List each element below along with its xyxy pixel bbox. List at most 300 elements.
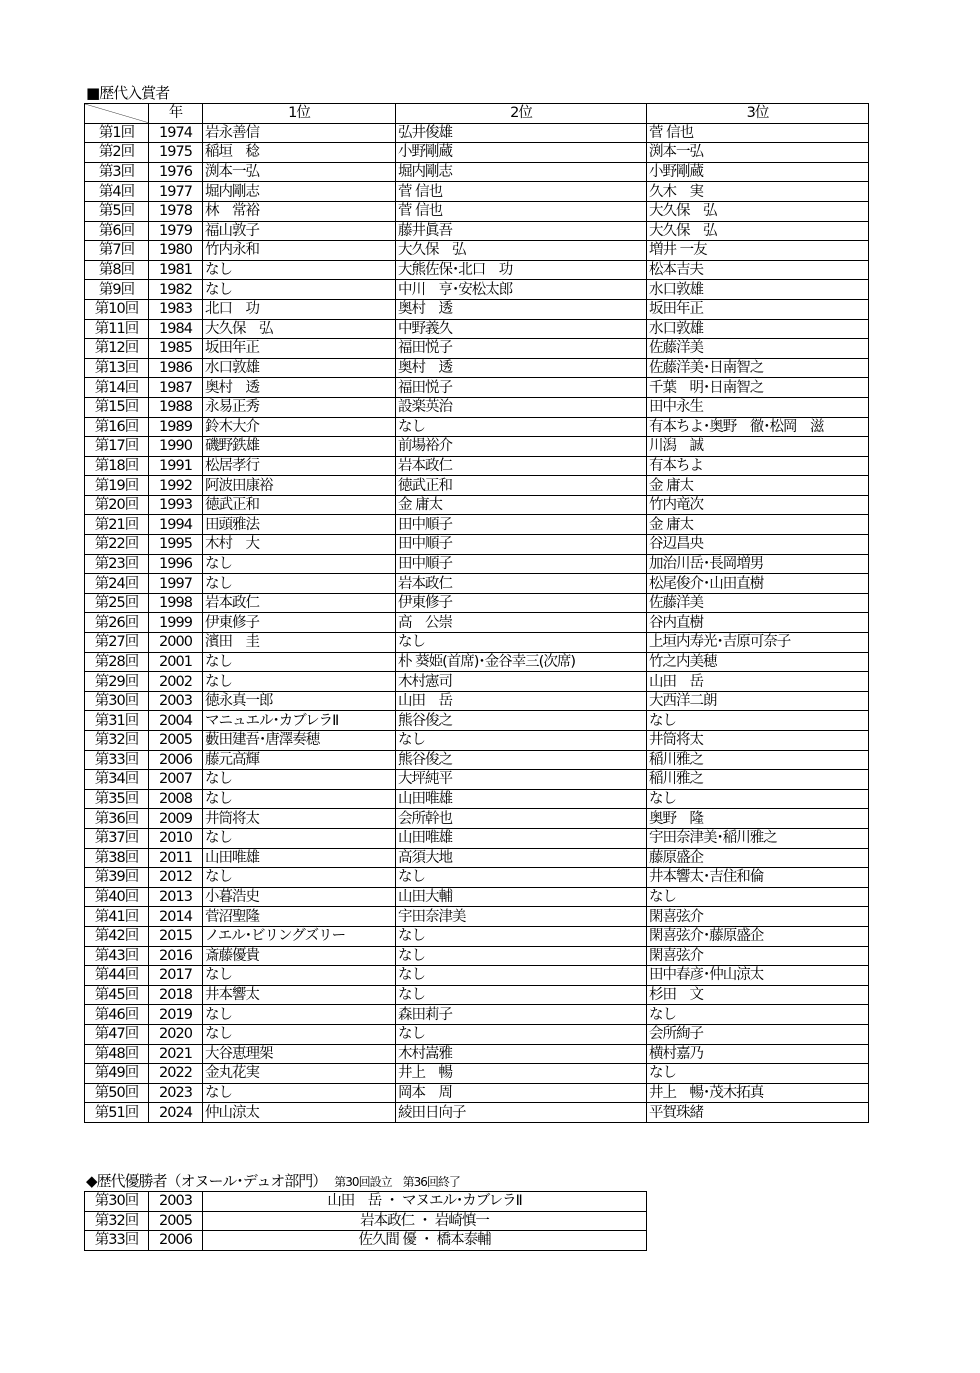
cell-second: 伊東修子 bbox=[396, 593, 647, 613]
cell-second: 宇田奈津美 bbox=[396, 907, 647, 927]
cell-winners: 岩本政仁 ・ 岩崎慎一 bbox=[203, 1211, 647, 1231]
cell-round: 第41回 bbox=[85, 907, 149, 927]
cell-second: 弘井俊雄 bbox=[396, 123, 647, 143]
main-table-title: ■歴代入賞者 bbox=[86, 84, 170, 102]
cell-first: 阿波田康裕 bbox=[203, 476, 396, 496]
cell-first: 徳武正和 bbox=[203, 495, 396, 515]
cell-round: 第12回 bbox=[85, 339, 149, 359]
duo-subtitle: 第30回設立 第36回終了 bbox=[334, 1175, 460, 1189]
cell-third: 谷辺昌央 bbox=[647, 535, 869, 555]
cell-round: 第30回 bbox=[85, 691, 149, 711]
cell-year: 1995 bbox=[149, 535, 203, 555]
cell-first: 福山敦子 bbox=[203, 221, 396, 241]
table-row bbox=[85, 143, 869, 163]
cell-year: 2023 bbox=[149, 1083, 203, 1103]
cell-third: 会所絢子 bbox=[647, 1024, 869, 1044]
table-row bbox=[85, 162, 869, 182]
cell-third: 大西洋二朗 bbox=[647, 691, 869, 711]
cell-third: なし bbox=[647, 887, 869, 907]
cell-first: なし bbox=[203, 280, 396, 300]
table-row bbox=[85, 672, 869, 692]
table-row bbox=[85, 123, 869, 143]
duo-table-row bbox=[85, 1192, 647, 1212]
cell-second: なし bbox=[396, 731, 647, 751]
cell-first: 松居孝行 bbox=[203, 456, 396, 476]
cell-first: ノエル･ビリングズリー bbox=[203, 926, 396, 946]
cell-year: 2005 bbox=[149, 1211, 203, 1231]
cell-third: 井筒将太 bbox=[647, 731, 869, 751]
cell-round: 第8回 bbox=[85, 260, 149, 280]
cell-year: 2006 bbox=[149, 750, 203, 770]
cell-first: 木村 大 bbox=[203, 535, 396, 555]
cell-first: 奥村 透 bbox=[203, 378, 396, 398]
table-row bbox=[85, 1044, 869, 1064]
cell-round: 第29回 bbox=[85, 672, 149, 692]
diagonal-header-cell bbox=[85, 104, 149, 124]
cell-year: 1983 bbox=[149, 299, 203, 319]
cell-round: 第24回 bbox=[85, 574, 149, 594]
cell-year: 1975 bbox=[149, 143, 203, 163]
cell-second: 設楽英治 bbox=[396, 397, 647, 417]
cell-second: 大坪純平 bbox=[396, 770, 647, 790]
cell-third: 小野剛蔵 bbox=[647, 162, 869, 182]
cell-third: 宇田奈津美･稲川雅之 bbox=[647, 828, 869, 848]
table-row bbox=[85, 339, 869, 359]
table-row bbox=[85, 946, 869, 966]
cell-first: 大谷恵理架 bbox=[203, 1044, 396, 1064]
table-row bbox=[85, 554, 869, 574]
table-row bbox=[85, 1005, 869, 1025]
cell-round: 第42回 bbox=[85, 926, 149, 946]
cell-third: 大久保 弘 bbox=[647, 221, 869, 241]
cell-year: 2003 bbox=[149, 691, 203, 711]
cell-third: 加治川岳･長岡増男 bbox=[647, 554, 869, 574]
cell-round: 第26回 bbox=[85, 613, 149, 633]
cell-round: 第7回 bbox=[85, 241, 149, 261]
table-row bbox=[85, 985, 869, 1005]
cell-year: 2017 bbox=[149, 966, 203, 986]
table-row bbox=[85, 260, 869, 280]
cell-second: 前場裕介 bbox=[396, 437, 647, 457]
duo-table-row bbox=[85, 1231, 647, 1251]
cell-third: 松尾俊介･山田直樹 bbox=[647, 574, 869, 594]
cell-third: なし bbox=[647, 789, 869, 809]
cell-second: 井上 暢 bbox=[396, 1064, 647, 1084]
cell-round: 第18回 bbox=[85, 456, 149, 476]
cell-year: 2014 bbox=[149, 907, 203, 927]
cell-second: 中野義久 bbox=[396, 319, 647, 339]
cell-year: 2012 bbox=[149, 868, 203, 888]
table-row bbox=[85, 966, 869, 986]
table-row bbox=[85, 182, 869, 202]
cell-second: なし bbox=[396, 868, 647, 888]
cell-year: 2003 bbox=[149, 1192, 203, 1212]
cell-year: 1989 bbox=[149, 417, 203, 437]
cell-year: 1974 bbox=[149, 123, 203, 143]
cell-round: 第1回 bbox=[85, 123, 149, 143]
cell-winners: 佐久間 優 ・ 橋本泰輔 bbox=[203, 1231, 647, 1251]
cell-round: 第49回 bbox=[85, 1064, 149, 1084]
cell-second: 藤井眞吾 bbox=[396, 221, 647, 241]
cell-second: 高須大地 bbox=[396, 848, 647, 868]
cell-year: 1985 bbox=[149, 339, 203, 359]
cell-first: 井本響太 bbox=[203, 985, 396, 1005]
table-row bbox=[85, 1024, 869, 1044]
table-row bbox=[85, 495, 869, 515]
cell-year: 1979 bbox=[149, 221, 203, 241]
cell-third: 稲川雅之 bbox=[647, 770, 869, 790]
table-row bbox=[85, 711, 869, 731]
cell-first: なし bbox=[203, 789, 396, 809]
duo-title-text: ◆歴代優勝者（オヌール･デュオ部門） bbox=[86, 1172, 327, 1190]
cell-year: 2015 bbox=[149, 926, 203, 946]
cell-year: 1976 bbox=[149, 162, 203, 182]
cell-third: 閑喜弦介 bbox=[647, 946, 869, 966]
cell-first: なし bbox=[203, 966, 396, 986]
header-second: 2位 bbox=[396, 104, 647, 124]
cell-round: 第25回 bbox=[85, 593, 149, 613]
table-row bbox=[85, 241, 869, 261]
cell-first: 斎藤優貴 bbox=[203, 946, 396, 966]
cell-third: 藤原盛企 bbox=[647, 848, 869, 868]
cell-year: 1996 bbox=[149, 554, 203, 574]
cell-round: 第14回 bbox=[85, 378, 149, 398]
cell-round: 第15回 bbox=[85, 397, 149, 417]
cell-second: 大久保 弘 bbox=[396, 241, 647, 261]
cell-round: 第39回 bbox=[85, 868, 149, 888]
table-row bbox=[85, 887, 869, 907]
table-row bbox=[85, 652, 869, 672]
cell-third: 増井 一友 bbox=[647, 241, 869, 261]
cell-third: 佐藤洋美 bbox=[647, 593, 869, 613]
cell-year: 2024 bbox=[149, 1103, 203, 1123]
table-row bbox=[85, 437, 869, 457]
cell-first: 藪田建吾･唐澤奏穂 bbox=[203, 731, 396, 751]
cell-third: 井上 暢･茂木拓真 bbox=[647, 1083, 869, 1103]
cell-first: 磯野鉄雄 bbox=[203, 437, 396, 457]
cell-second: 田中順子 bbox=[396, 515, 647, 535]
table-row bbox=[85, 1103, 869, 1123]
cell-third: 渕本一弘 bbox=[647, 143, 869, 163]
cell-first: 岩本政仁 bbox=[203, 593, 396, 613]
table-row bbox=[85, 476, 869, 496]
cell-second: 菅 信也 bbox=[396, 182, 647, 202]
cell-first: 田頭雅法 bbox=[203, 515, 396, 535]
cell-third: 水口敦雄 bbox=[647, 280, 869, 300]
cell-round: 第35回 bbox=[85, 789, 149, 809]
cell-year: 2004 bbox=[149, 711, 203, 731]
cell-second: 山田唯雄 bbox=[396, 828, 647, 848]
cell-year: 2011 bbox=[149, 848, 203, 868]
cell-third: 菅 信也 bbox=[647, 123, 869, 143]
cell-round: 第20回 bbox=[85, 495, 149, 515]
cell-third: 杉田 文 bbox=[647, 985, 869, 1005]
cell-second: なし bbox=[396, 946, 647, 966]
table-row bbox=[85, 868, 869, 888]
cell-round: 第28回 bbox=[85, 652, 149, 672]
table-row bbox=[85, 378, 869, 398]
cell-year: 2006 bbox=[149, 1231, 203, 1251]
cell-second: 田中順子 bbox=[396, 535, 647, 555]
cell-second: なし bbox=[396, 1024, 647, 1044]
table-row bbox=[85, 907, 869, 927]
table-row bbox=[85, 731, 869, 751]
cell-third: 坂田年正 bbox=[647, 299, 869, 319]
cell-year: 1987 bbox=[149, 378, 203, 398]
winners-table bbox=[84, 103, 869, 1123]
cell-first: 山田唯雄 bbox=[203, 848, 396, 868]
table-row bbox=[85, 809, 869, 829]
cell-year: 2016 bbox=[149, 946, 203, 966]
cell-second: なし bbox=[396, 985, 647, 1005]
table-row bbox=[85, 828, 869, 848]
cell-first: なし bbox=[203, 652, 396, 672]
cell-first: なし bbox=[203, 868, 396, 888]
cell-third: なし bbox=[647, 1064, 869, 1084]
cell-year: 2002 bbox=[149, 672, 203, 692]
cell-year: 2000 bbox=[149, 633, 203, 653]
duo-winners-table bbox=[84, 1191, 647, 1251]
header-row bbox=[85, 104, 869, 124]
cell-third: 佐藤洋美 bbox=[647, 339, 869, 359]
cell-round: 第9回 bbox=[85, 280, 149, 300]
cell-second: 木村憲司 bbox=[396, 672, 647, 692]
cell-year: 1986 bbox=[149, 358, 203, 378]
cell-third: 閑喜弦介･藤原盛企 bbox=[647, 926, 869, 946]
cell-year: 2010 bbox=[149, 828, 203, 848]
cell-third: 竹之内美穂 bbox=[647, 652, 869, 672]
cell-second: 山田唯雄 bbox=[396, 789, 647, 809]
cell-round: 第23回 bbox=[85, 554, 149, 574]
cell-first: なし bbox=[203, 260, 396, 280]
cell-round: 第48回 bbox=[85, 1044, 149, 1064]
cell-round: 第2回 bbox=[85, 143, 149, 163]
cell-first: 仲山涼太 bbox=[203, 1103, 396, 1123]
cell-second: 田中順子 bbox=[396, 554, 647, 574]
cell-second: なし bbox=[396, 633, 647, 653]
table-row bbox=[85, 848, 869, 868]
cell-first: なし bbox=[203, 672, 396, 692]
cell-second: 奥村 透 bbox=[396, 358, 647, 378]
cell-year: 2007 bbox=[149, 770, 203, 790]
cell-first: なし bbox=[203, 554, 396, 574]
cell-year: 2009 bbox=[149, 809, 203, 829]
cell-first: マニュエル･カブレラⅡ bbox=[203, 711, 396, 731]
cell-year: 1998 bbox=[149, 593, 203, 613]
cell-second: 徳武正和 bbox=[396, 476, 647, 496]
cell-first: なし bbox=[203, 574, 396, 594]
cell-first: なし bbox=[203, 1005, 396, 1025]
table-row bbox=[85, 535, 869, 555]
cell-second: 岩本政仁 bbox=[396, 574, 647, 594]
cell-round: 第3回 bbox=[85, 162, 149, 182]
cell-first: 永易正秀 bbox=[203, 397, 396, 417]
cell-year: 2019 bbox=[149, 1005, 203, 1025]
cell-year: 1984 bbox=[149, 319, 203, 339]
cell-year: 2021 bbox=[149, 1044, 203, 1064]
table-row bbox=[85, 201, 869, 221]
cell-round: 第10回 bbox=[85, 299, 149, 319]
table-row bbox=[85, 358, 869, 378]
cell-third: 井本響太･吉住和倫 bbox=[647, 868, 869, 888]
cell-round: 第50回 bbox=[85, 1083, 149, 1103]
cell-first: なし bbox=[203, 1024, 396, 1044]
table-row bbox=[85, 574, 869, 594]
table-row bbox=[85, 770, 869, 790]
cell-second: なし bbox=[396, 926, 647, 946]
cell-round: 第47回 bbox=[85, 1024, 149, 1044]
cell-year: 1991 bbox=[149, 456, 203, 476]
cell-third: 竹内竜次 bbox=[647, 495, 869, 515]
cell-second: 高 公崇 bbox=[396, 613, 647, 633]
cell-second: 奥村 透 bbox=[396, 299, 647, 319]
cell-year: 1994 bbox=[149, 515, 203, 535]
table-row bbox=[85, 593, 869, 613]
cell-third: 川潟 誠 bbox=[647, 437, 869, 457]
cell-third: 田中永生 bbox=[647, 397, 869, 417]
table-row bbox=[85, 691, 869, 711]
cell-third: 奥野 隆 bbox=[647, 809, 869, 829]
duo-table-row bbox=[85, 1211, 647, 1231]
cell-round: 第32回 bbox=[85, 1211, 149, 1231]
cell-round: 第40回 bbox=[85, 887, 149, 907]
cell-round: 第17回 bbox=[85, 437, 149, 457]
cell-second: 福田悦子 bbox=[396, 378, 647, 398]
table-row bbox=[85, 1083, 869, 1103]
cell-round: 第33回 bbox=[85, 750, 149, 770]
table-row bbox=[85, 456, 869, 476]
cell-second: 山田大輔 bbox=[396, 887, 647, 907]
cell-year: 1982 bbox=[149, 280, 203, 300]
cell-third: 有本ちよ･奥野 徹･松岡 滋 bbox=[647, 417, 869, 437]
table-row bbox=[85, 926, 869, 946]
cell-second: 中川 亨･安松太郎 bbox=[396, 280, 647, 300]
cell-third: 稲川雅之 bbox=[647, 750, 869, 770]
cell-second: 木村嵩雅 bbox=[396, 1044, 647, 1064]
cell-second: 岩本政仁 bbox=[396, 456, 647, 476]
cell-second: なし bbox=[396, 417, 647, 437]
cell-round: 第30回 bbox=[85, 1192, 149, 1212]
cell-first: 菅沼聖隆 bbox=[203, 907, 396, 927]
cell-round: 第51回 bbox=[85, 1103, 149, 1123]
cell-first: 林 常裕 bbox=[203, 201, 396, 221]
cell-first: 井筒将太 bbox=[203, 809, 396, 829]
cell-first: 岩永善信 bbox=[203, 123, 396, 143]
cell-second: 大熊佐保･北口 功 bbox=[396, 260, 647, 280]
table-row bbox=[85, 280, 869, 300]
cell-first: 伊東修子 bbox=[203, 613, 396, 633]
cell-round: 第21回 bbox=[85, 515, 149, 535]
cell-round: 第5回 bbox=[85, 201, 149, 221]
cell-second: 小野剛蔵 bbox=[396, 143, 647, 163]
cell-year: 1981 bbox=[149, 260, 203, 280]
cell-second: 堀内剛志 bbox=[396, 162, 647, 182]
cell-round: 第27回 bbox=[85, 633, 149, 653]
cell-second: 熊谷俊之 bbox=[396, 750, 647, 770]
cell-third: 松本吉夫 bbox=[647, 260, 869, 280]
cell-round: 第33回 bbox=[85, 1231, 149, 1251]
table-row bbox=[85, 750, 869, 770]
cell-first: 金丸花実 bbox=[203, 1064, 396, 1084]
cell-first: 徳永真一郎 bbox=[203, 691, 396, 711]
table-row bbox=[85, 397, 869, 417]
cell-third: なし bbox=[647, 711, 869, 731]
cell-round: 第11回 bbox=[85, 319, 149, 339]
cell-year: 1999 bbox=[149, 613, 203, 633]
table-row bbox=[85, 515, 869, 535]
cell-second: 熊谷俊之 bbox=[396, 711, 647, 731]
cell-first: 鈴木大介 bbox=[203, 417, 396, 437]
cell-year: 1988 bbox=[149, 397, 203, 417]
cell-first: 藤元高輝 bbox=[203, 750, 396, 770]
table-row bbox=[85, 417, 869, 437]
cell-year: 1980 bbox=[149, 241, 203, 261]
cell-second: 菅 信也 bbox=[396, 201, 647, 221]
table-row bbox=[85, 633, 869, 653]
cell-year: 2018 bbox=[149, 985, 203, 1005]
cell-year: 2022 bbox=[149, 1064, 203, 1084]
cell-second: 会所幹也 bbox=[396, 809, 647, 829]
cell-third: 金 庸太 bbox=[647, 515, 869, 535]
cell-year: 1993 bbox=[149, 495, 203, 515]
table-row bbox=[85, 299, 869, 319]
cell-first: 竹内永和 bbox=[203, 241, 396, 261]
cell-year: 1992 bbox=[149, 476, 203, 496]
table-row bbox=[85, 789, 869, 809]
table-row bbox=[85, 613, 869, 633]
cell-second: 金 庸太 bbox=[396, 495, 647, 515]
cell-year: 2001 bbox=[149, 652, 203, 672]
cell-round: 第13回 bbox=[85, 358, 149, 378]
cell-third: 佐藤洋美･日南智之 bbox=[647, 358, 869, 378]
cell-first: 坂田年正 bbox=[203, 339, 396, 359]
cell-third: 横村嘉乃 bbox=[647, 1044, 869, 1064]
cell-first: なし bbox=[203, 828, 396, 848]
table-row bbox=[85, 319, 869, 339]
cell-third: 久木 実 bbox=[647, 182, 869, 202]
cell-first: 渕本一弘 bbox=[203, 162, 396, 182]
cell-first: 水口敦雄 bbox=[203, 358, 396, 378]
table-row bbox=[85, 1064, 869, 1084]
cell-round: 第37回 bbox=[85, 828, 149, 848]
cell-round: 第34回 bbox=[85, 770, 149, 790]
cell-winners: 山田 岳 ・ マヌエル･カブレラⅡ bbox=[203, 1192, 647, 1212]
cell-year: 2008 bbox=[149, 789, 203, 809]
cell-round: 第43回 bbox=[85, 946, 149, 966]
cell-year: 1977 bbox=[149, 182, 203, 202]
cell-first: 稲垣 稔 bbox=[203, 143, 396, 163]
cell-round: 第45回 bbox=[85, 985, 149, 1005]
table-row bbox=[85, 221, 869, 241]
cell-second: なし bbox=[396, 966, 647, 986]
cell-round: 第16回 bbox=[85, 417, 149, 437]
cell-round: 第44回 bbox=[85, 966, 149, 986]
cell-first: 大久保 弘 bbox=[203, 319, 396, 339]
cell-third: 金 庸太 bbox=[647, 476, 869, 496]
cell-year: 2013 bbox=[149, 887, 203, 907]
cell-first: なし bbox=[203, 1083, 396, 1103]
cell-first: 小暮浩史 bbox=[203, 887, 396, 907]
header-first: 1位 bbox=[203, 104, 396, 124]
cell-second: 朴 葵姫(首席)･金谷幸三(次席) bbox=[396, 652, 647, 672]
cell-third: 田中春彦･仲山涼太 bbox=[647, 966, 869, 986]
cell-third: なし bbox=[647, 1005, 869, 1025]
cell-round: 第36回 bbox=[85, 809, 149, 829]
cell-round: 第19回 bbox=[85, 476, 149, 496]
cell-round: 第46回 bbox=[85, 1005, 149, 1025]
cell-third: 千葉 明･日南智之 bbox=[647, 378, 869, 398]
cell-year: 1997 bbox=[149, 574, 203, 594]
